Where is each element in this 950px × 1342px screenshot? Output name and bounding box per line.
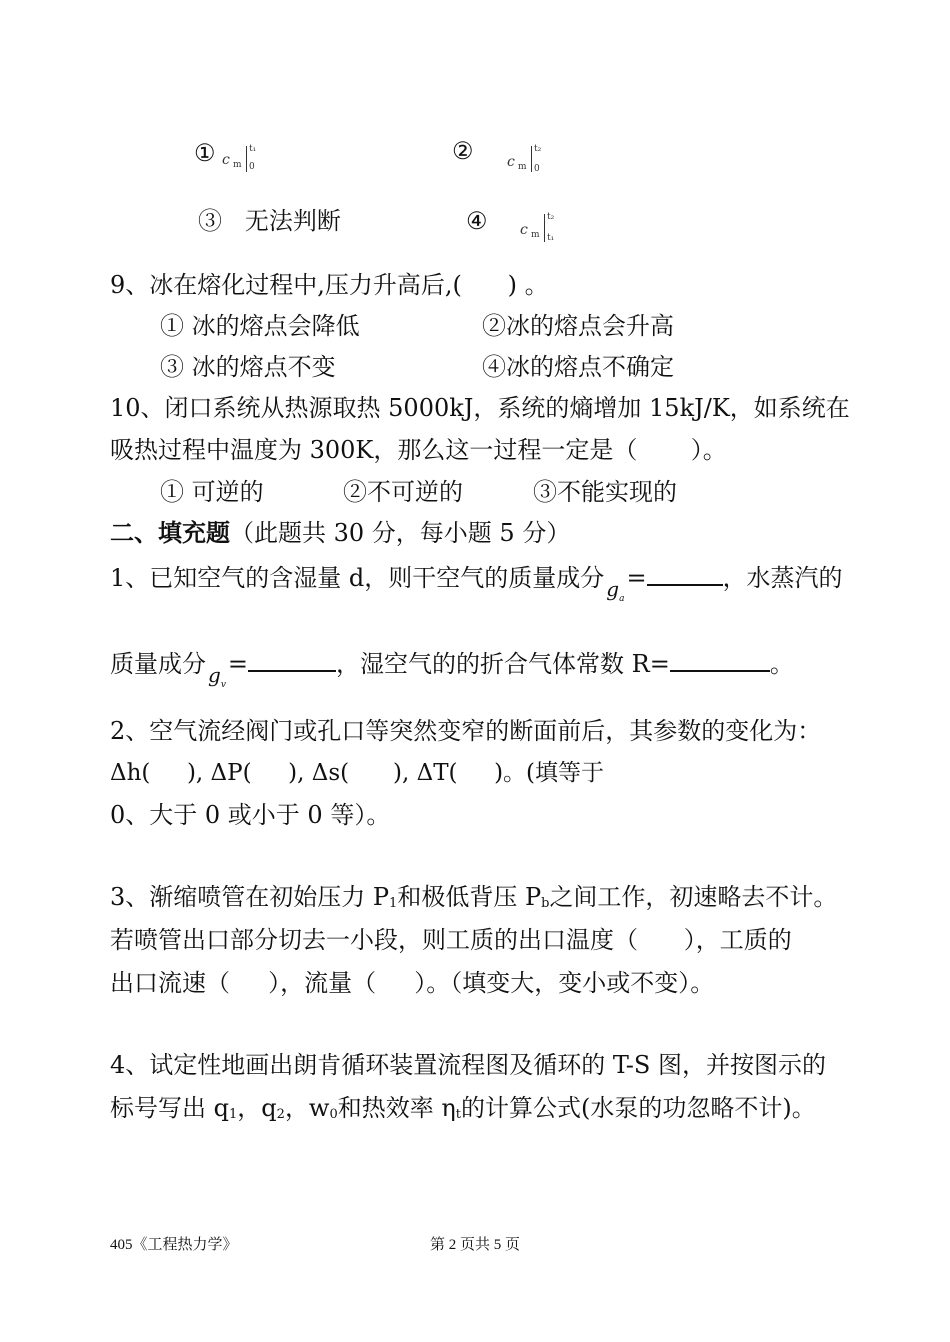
fill-1-text-e: 。 <box>769 650 794 678</box>
section-2-heading <box>110 518 570 548</box>
fill-4-text-a: 标号写出 q <box>110 1094 229 1122</box>
ga-symbol <box>606 574 624 614</box>
q9-option-2: ②冰的熔点会升高 <box>482 312 674 340</box>
ga-subscript: a <box>619 594 625 604</box>
q1-subscript: 1 <box>229 1107 238 1122</box>
formula-lower: 0 <box>534 164 540 174</box>
formula-bar <box>544 214 545 242</box>
pb-subscript: b <box>541 896 550 911</box>
fill-1-blank-gv[interactable] <box>248 648 336 672</box>
formula-c: c <box>507 154 515 170</box>
q9-stem: 9、冰在熔化过程中,压力升高后,( ) 。 <box>110 271 549 299</box>
formula-c: c <box>520 222 528 238</box>
q8-option-1-mark: ① <box>194 139 216 167</box>
fill-3-text-b: 和极低背压 P <box>397 883 542 911</box>
footer-page-number: 第 2 页共 5 页 <box>430 1237 521 1253</box>
formula-m: m <box>233 160 242 170</box>
fill-2-line-2: Δh( ), ΔP( ), Δs( ), ΔT( )。(填等于 <box>110 760 605 786</box>
q10-line-1: 10、闭口系统从热源取热 5000kJ，系统的熵增加 15kJ/K，如系统在 <box>110 394 850 422</box>
fill-1-equals: = <box>626 564 647 592</box>
q8-option-2-formula <box>505 144 545 182</box>
fill-1-blank-r[interactable] <box>670 648 770 672</box>
formula-m: m <box>531 230 540 240</box>
gv-subscript: v <box>220 680 226 690</box>
fill-4-line-2 <box>110 1093 816 1130</box>
formula-upper: t₂ <box>534 144 542 154</box>
fill-2-line-3: 0、大于 0 或小于 0 等）。 <box>110 801 391 829</box>
q8-option-1 <box>194 138 216 168</box>
q8-option-2-mark: ② <box>452 137 474 165</box>
q8-option-3 <box>198 206 341 236</box>
formula-upper: t₁ <box>249 144 257 154</box>
fill-1-text-d: ，湿空气的的折合气体常数 R= <box>336 650 670 678</box>
w0-subscript: 0 <box>329 1107 338 1122</box>
section-2-note: （此题共 30 分，每小题 5 分） <box>230 519 571 547</box>
formula-bar <box>531 146 532 172</box>
gv-letter: g <box>208 663 221 687</box>
fill-1-line-2 <box>110 648 794 690</box>
gv-symbol <box>208 660 226 700</box>
ga-letter: g <box>606 577 620 601</box>
formula-c: c <box>222 152 230 168</box>
q8-option-4-formula <box>518 212 558 250</box>
footer-course: 405《工程热力学》 <box>110 1237 238 1253</box>
eta-subscript: t <box>455 1107 462 1122</box>
fill-1-blank-ga[interactable] <box>647 562 723 586</box>
q10-option-3: ③不能实现的 <box>533 478 677 506</box>
p1-subscript: 1 <box>389 896 398 911</box>
q9-option-3: ③ 冰的熔点不变 <box>160 353 336 381</box>
fill-4-text-c: ，w <box>284 1094 330 1122</box>
fill-4-text-b: ，q <box>237 1094 277 1122</box>
fill-3-text-c: 之间工作，初速略去不计。 <box>549 883 838 911</box>
q8-option-4 <box>466 206 488 236</box>
fill-3-line-3: 出口流速（ ），流量（ ）。（填变大，变小或不变）。 <box>110 969 715 997</box>
fill-1-line-1 <box>110 562 843 604</box>
fill-3-text-a: 3、渐缩喷管在初始压力 P <box>110 883 390 911</box>
formula-bar <box>246 146 247 172</box>
fill-1-text-b: ，水蒸汽的 <box>722 564 843 592</box>
fill-4-text-d: 和热效率 η <box>337 1094 456 1122</box>
formula-m: m <box>518 162 527 172</box>
fill-4-text-e: 的计算公式(水泵的功忽略不计)。 <box>461 1094 816 1122</box>
fill-1-text-a: 1、已知空气的含湿量 d，则干空气的质量成分 <box>110 564 605 592</box>
formula-lower: 0 <box>249 162 255 172</box>
q8-option-4-mark: ④ <box>466 207 488 235</box>
q2-subscript: 2 <box>276 1107 285 1122</box>
section-2-title: 二、填充题 <box>110 518 230 547</box>
q8-option-2 <box>452 136 474 166</box>
fill-1-text-c: 质量成分 <box>110 650 206 678</box>
q8-option-1-formula <box>220 144 260 180</box>
q10-option-2: ②不可逆的 <box>343 478 463 506</box>
q9-option-1: ① 冰的熔点会降低 <box>160 312 360 340</box>
formula-lower: t₁ <box>547 233 555 243</box>
q10-line-2: 吸热过程中温度为 300K，那么这一过程一定是（ ）。 <box>110 436 727 464</box>
fill-1-equals-2: = <box>227 650 249 678</box>
fill-2-line-1: 2、空气流经阀门或孔口等突然变窄的断面前后，其参数的变化为： <box>110 717 822 745</box>
formula-upper: t₂ <box>547 212 555 222</box>
fill-3-line-2: 若喷管出口部分切去一小段，则工质的出口温度（ ），工质的 <box>110 926 792 954</box>
q8-option-3-text: ③ 无法判断 <box>198 207 341 235</box>
fill-4-line-1: 4、试定性地画出朗肯循环装置流程图及循环的 T-S 图，并按图示的 <box>110 1051 826 1079</box>
q9-option-4: ④冰的熔点不确定 <box>482 353 674 381</box>
fill-3-line-1 <box>110 882 837 919</box>
q10-option-1: ① 可逆的 <box>160 478 264 506</box>
